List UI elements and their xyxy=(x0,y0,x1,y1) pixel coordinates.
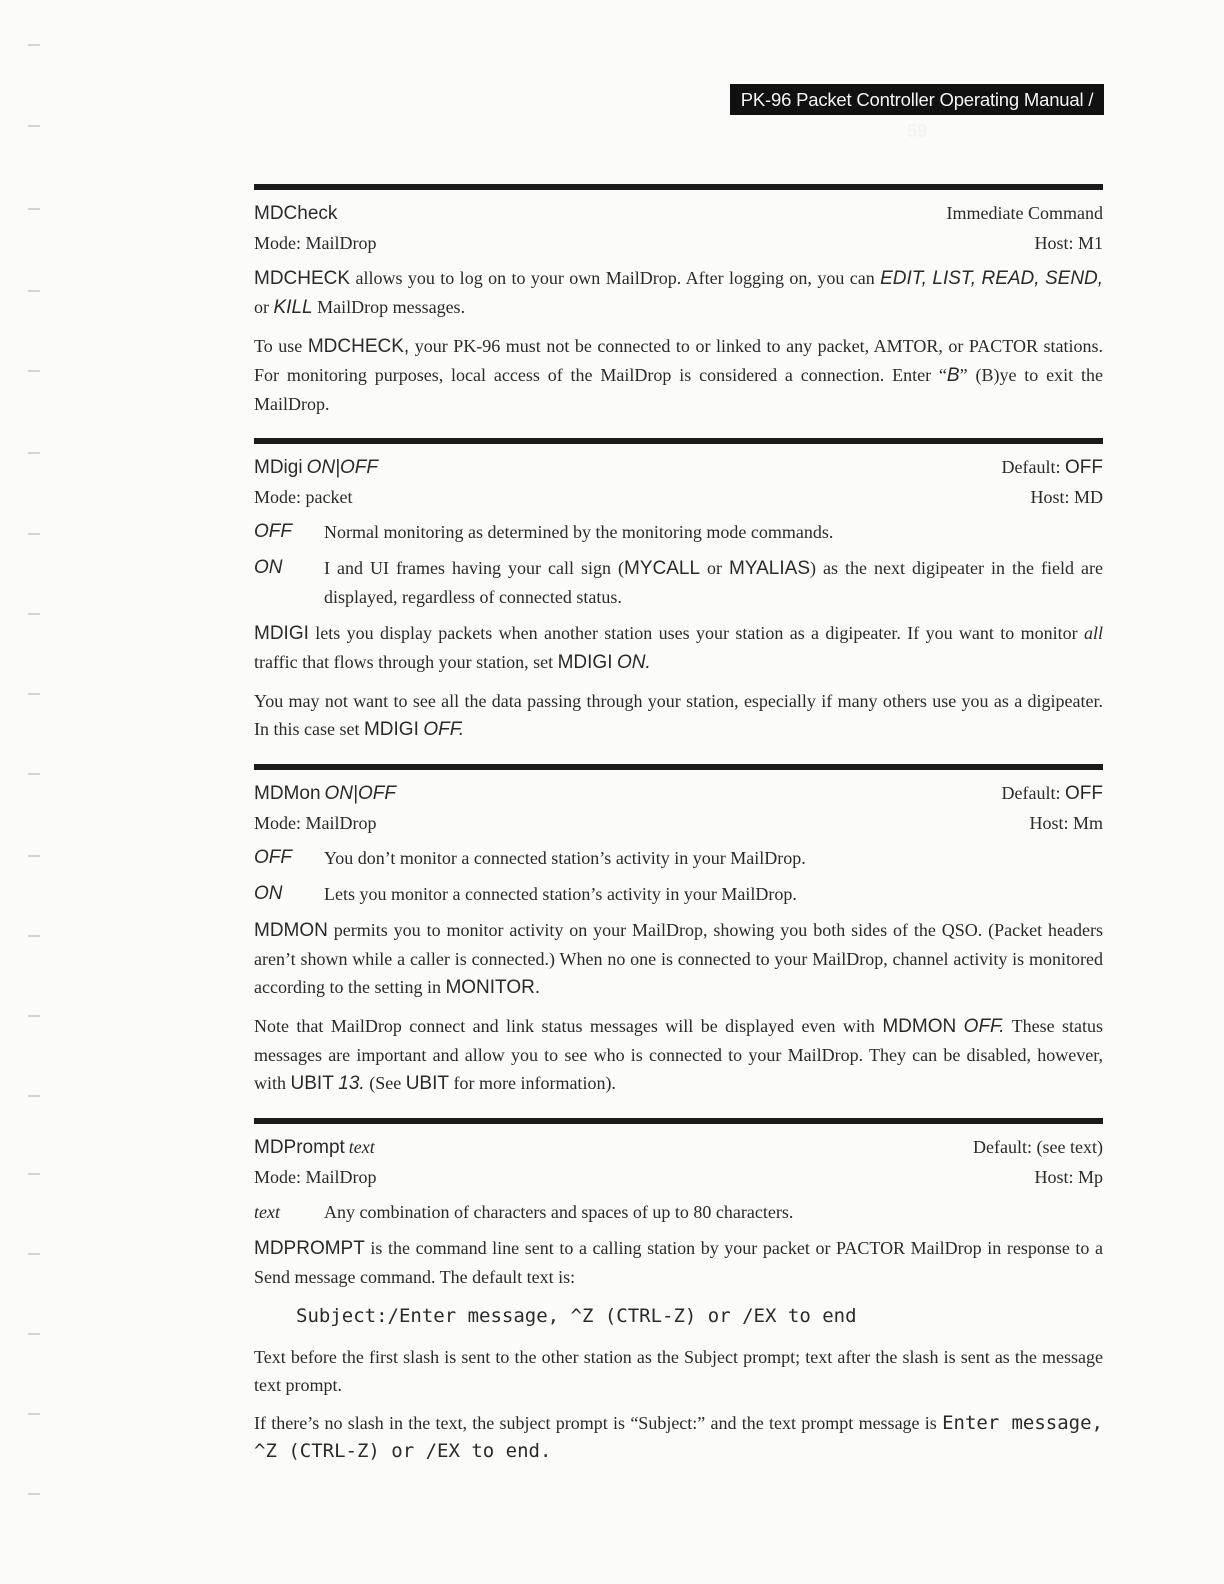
command-heading xyxy=(254,198,1103,229)
command-signature: MDMon ON|OFF xyxy=(254,783,396,804)
command-host: Host: Mp xyxy=(1034,1167,1103,1187)
paragraph: If there’s no slash in the text, the subject prompt is “Subject:” and the text prompt message is Enter message, ^Z (CTRL-Z) or /EX to end. xyxy=(254,1412,1103,1462)
command-mode: Mode: MailDrop xyxy=(254,1167,377,1187)
command-mode-host xyxy=(254,229,1103,258)
section-rule xyxy=(254,184,1103,190)
section-mdmon xyxy=(254,764,1103,1098)
command-host: Host: Mm xyxy=(1029,813,1103,833)
section-rule xyxy=(254,438,1103,444)
paragraph: MDPROMPT is the command line sent to a calling station by your packet or PACTOR MailDrop in response to a Send message command. The default text is: xyxy=(254,1238,1103,1287)
option-row: ON I and UI frames having your call sign (MYCALL or MYALIAS) as the next digipeater in the field are displayed, regardless of connected status. xyxy=(254,557,1103,607)
command-name: MDCheck xyxy=(254,203,338,224)
section-rule xyxy=(254,764,1103,770)
option-row: text Any combination of characters and spaces of up to 80 characters. xyxy=(254,1202,794,1222)
paragraph: To use MDCHECK, your PK-96 must not be connected to or linked to any packet, AMTOR, or PACTOR stations. For monitoring purposes, local access of the MailDrop is considered a connection. Enter “B” (B)ye to exit the MailDrop. xyxy=(254,336,1103,414)
command-mode-host xyxy=(254,809,1103,838)
section-rule xyxy=(254,1118,1103,1124)
code-example: Subject:/Enter message, ^Z (CTRL-Z) or /EX to end xyxy=(296,1305,857,1327)
command-default: Default: OFF xyxy=(1001,783,1103,804)
paragraph: Text before the first slash is sent to the other station as the Subject prompt; text after the slash is sent as the message text prompt. xyxy=(254,1347,1103,1395)
paragraph: MDMON permits you to monitor activity on your MailDrop, showing you both sides of the QSO. (Packet headers aren’t shown while a caller is connected.) When no one is connected to your MailDrop, channel activity is monitored according to the setting in MONITOR. xyxy=(254,920,1103,998)
page-number: 59 xyxy=(906,120,928,141)
command-heading xyxy=(254,778,1103,809)
option-row: ON Lets you monitor a connected station’s activity in your MailDrop. xyxy=(254,883,797,904)
paragraph: MDCHECK allows you to log on to your own MailDrop. After logging on, you can EDIT, LIST, READ, SEND, or KILL MailDrop messages. xyxy=(254,268,1104,318)
command-mode-host xyxy=(254,483,1103,512)
command-mode: Mode: MailDrop xyxy=(254,233,377,253)
section-mdprompt xyxy=(254,1118,1103,1465)
command-default: Default: OFF xyxy=(1001,457,1103,478)
command-mode-host xyxy=(254,1163,1103,1192)
command-host: Host: M1 xyxy=(1034,233,1103,253)
option-row: OFF You don’t monitor a connected station’s activity in your MailDrop. xyxy=(254,847,806,868)
command-host: Host: MD xyxy=(1030,487,1103,507)
command-heading xyxy=(254,452,1103,483)
command-mode: Mode: MailDrop xyxy=(254,813,377,833)
command-signature: MDigi ON|OFF xyxy=(254,457,378,478)
page-edge-marks xyxy=(28,0,42,1584)
command-heading xyxy=(254,1132,1103,1163)
command-type: Immediate Command xyxy=(946,203,1103,223)
page-content xyxy=(254,184,1103,1475)
section-mdcheck xyxy=(254,184,1103,418)
header-title: PK-96 Packet Controller Operating Manual / xyxy=(740,89,1094,110)
paragraph: Note that MailDrop connect and link status messages will be displayed even with MDMON OFF. These status messages are important and allow you to see who is connected to your MailDrop. They can be disabled, however, with UBIT 13. (See UBIT for more information). xyxy=(254,1016,1103,1094)
paragraph: MDIGI lets you display packets when another station uses your station as a digipeater. If you want to monitor all traffic that flows through your station, set MDIGI ON. xyxy=(254,623,1103,673)
command-signature: MDPrompt text xyxy=(254,1137,375,1158)
command-default: Default: (see text) xyxy=(973,1137,1103,1157)
option-row: OFF Normal monitoring as determined by the monitoring mode commands. xyxy=(254,521,834,542)
running-header xyxy=(730,84,1104,141)
section-mdigi xyxy=(254,438,1103,744)
command-mode: Mode: packet xyxy=(254,487,353,507)
paragraph: You may not want to see all the data passing through your station, especially if many others use you as a digipeater. In this case set MDIGI OFF. xyxy=(254,691,1103,740)
